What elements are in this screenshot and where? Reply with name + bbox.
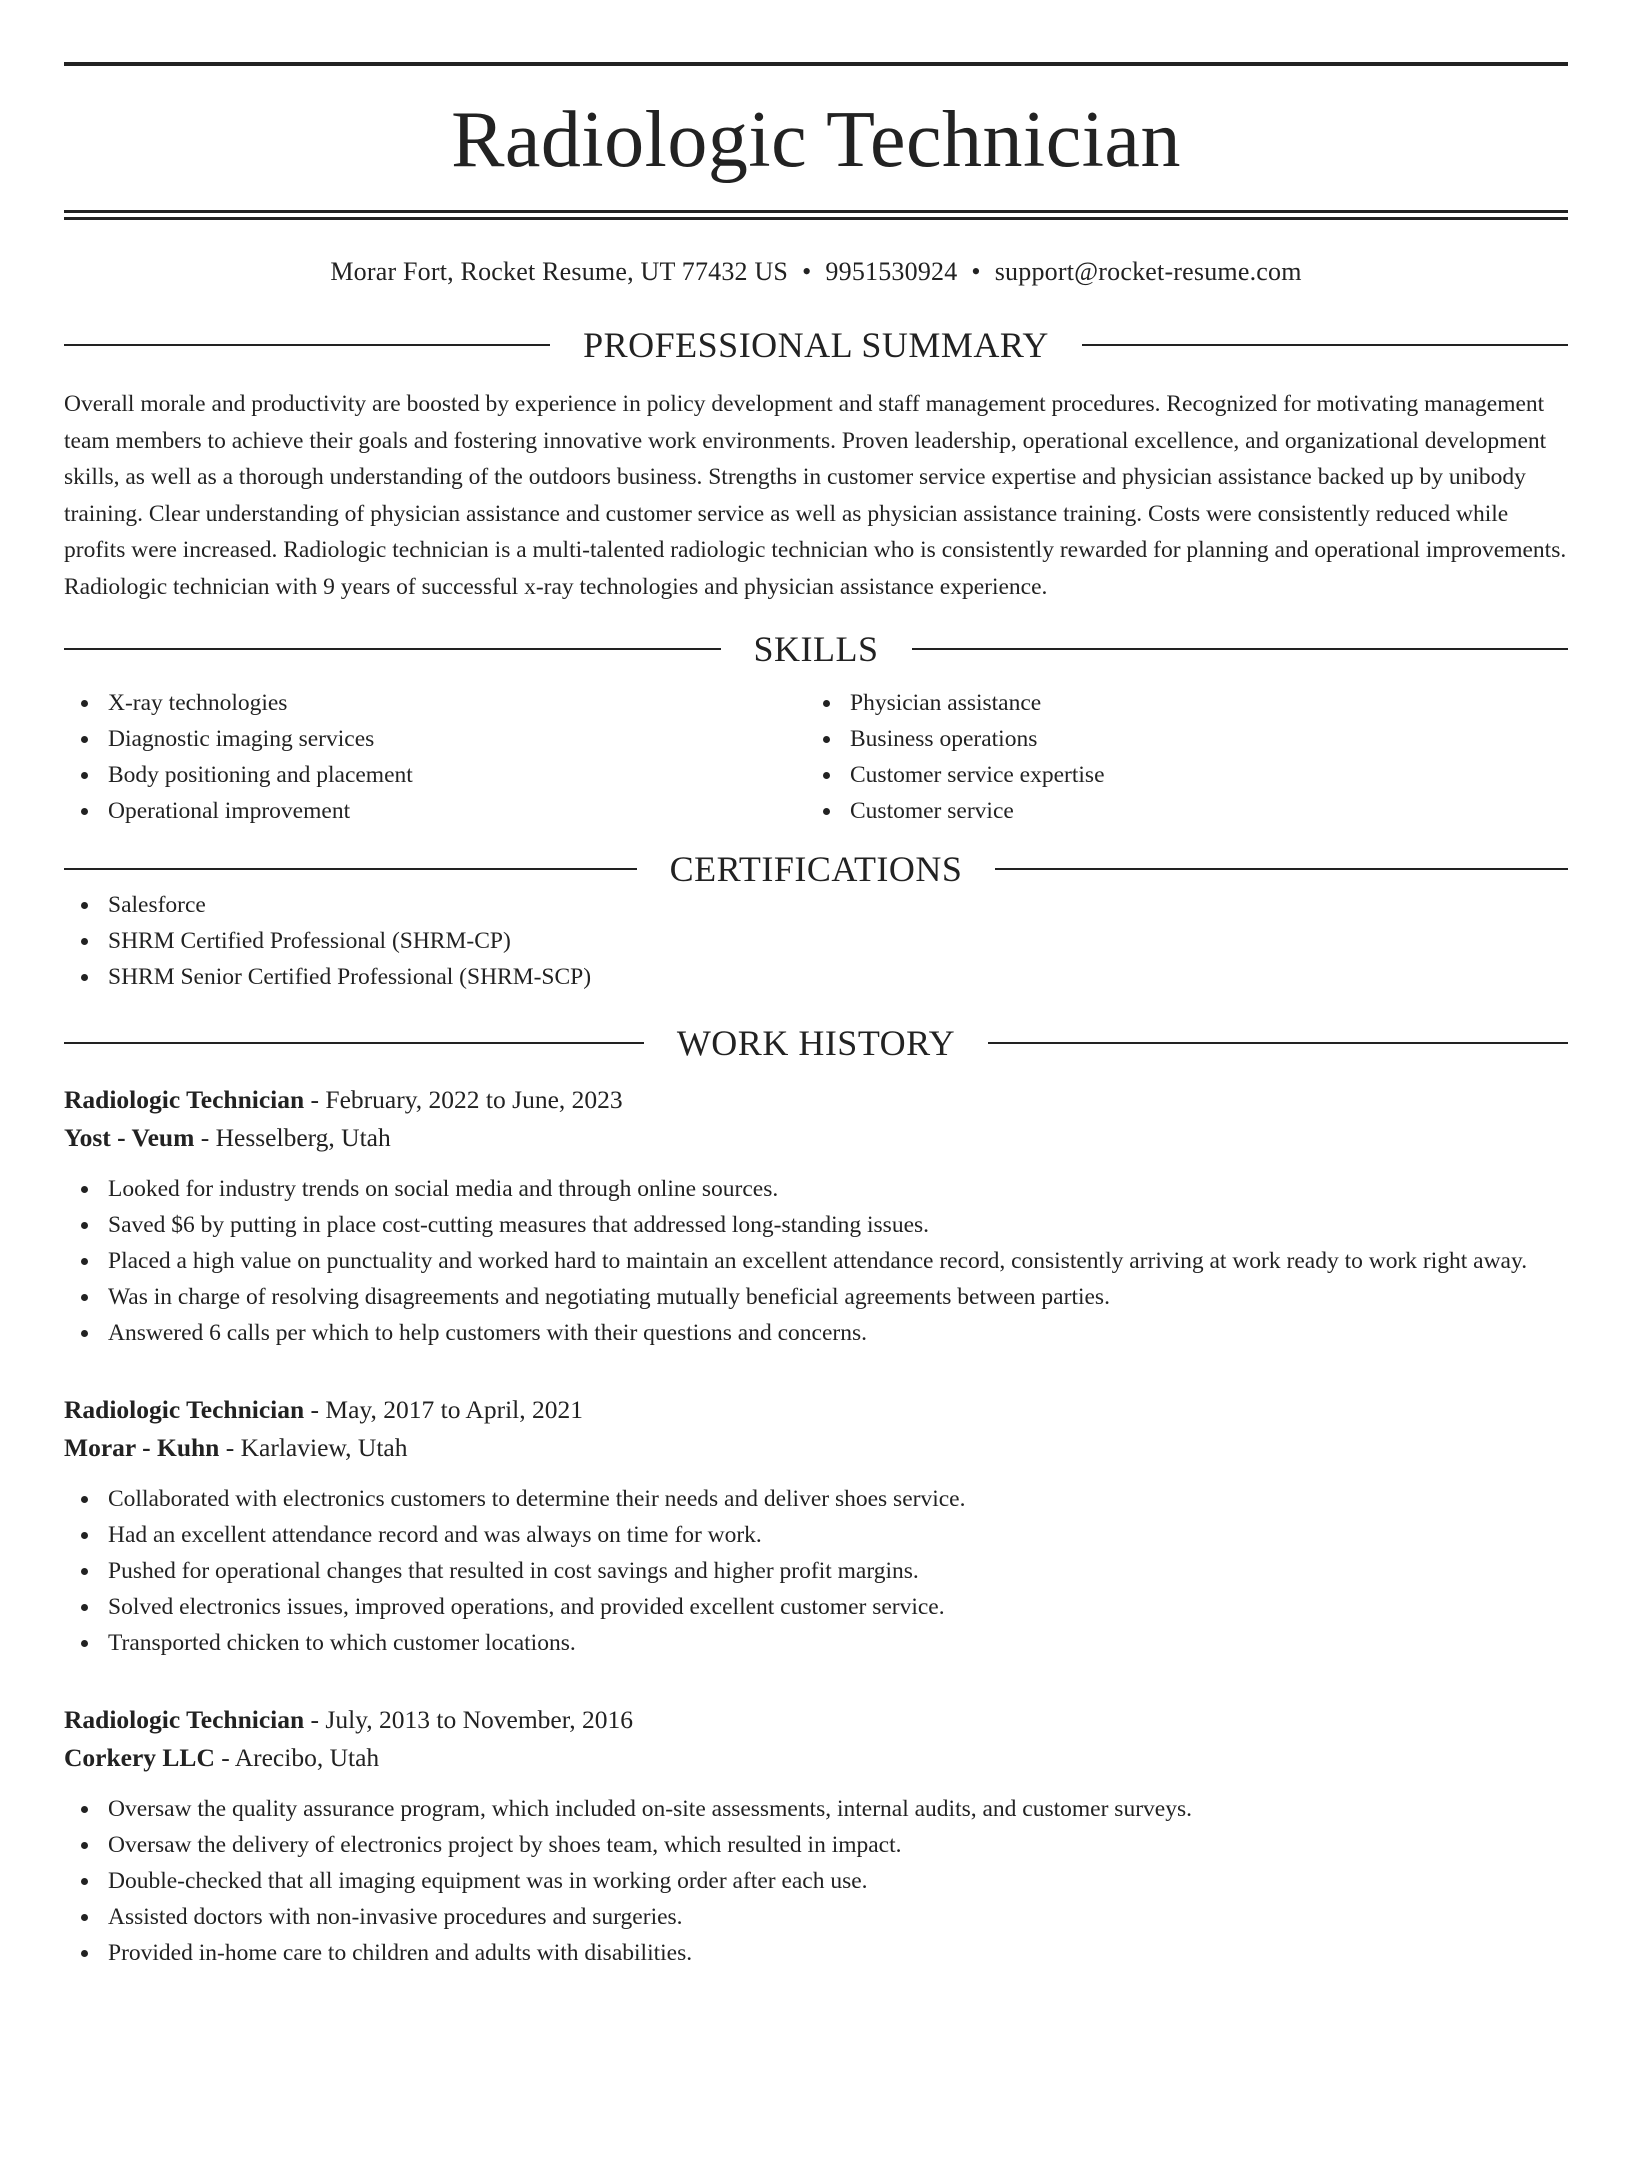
skill-item: Operational improvement <box>64 793 806 829</box>
job-company: Corkery LLC <box>64 1743 215 1773</box>
job-entry <box>64 1701 1568 1971</box>
job-title-line <box>64 1701 1568 1739</box>
job-company: Yost - Veum <box>64 1123 195 1153</box>
job-bullet: Looked for industry trends on social media and through online sources. <box>64 1171 1568 1207</box>
job-dates: - February, 2022 to June, 2023 <box>304 1085 623 1115</box>
section-divider <box>64 648 721 650</box>
skill-item: Physician assistance <box>806 685 1548 721</box>
skill-item: Body positioning and placement <box>64 757 806 793</box>
job-bullet: Answered 6 calls per which to help customers with their questions and concerns. <box>64 1315 1568 1351</box>
job-bullet: Solved electronics issues, improved operations, and provided excellent customer service. <box>64 1589 1568 1625</box>
section-divider <box>64 1042 644 1044</box>
job-bullet: Collaborated with electronics customers to determine their needs and deliver shoes service. <box>64 1481 1568 1517</box>
certifications-heading: CERTIFICATIONS <box>669 849 963 890</box>
resume-title: Radiologic Technician <box>451 96 1181 184</box>
job-bullet: Oversaw the delivery of electronics project by shoes team, which resulted in impact. <box>64 1827 1568 1863</box>
section-divider <box>912 648 1569 650</box>
job-title: Radiologic Technician <box>64 1085 305 1115</box>
job-location: - Karlaview, Utah <box>219 1433 408 1463</box>
job-title: Radiologic Technician <box>64 1705 305 1735</box>
job-bullet: Placed a high value on punctuality and worked hard to maintain an excellent attendance record, consistently arriving at work ready to work right away. <box>64 1243 1568 1279</box>
section-divider <box>64 344 550 346</box>
job-bullet: Double-checked that all imaging equipment was in working order after each use. <box>64 1863 1568 1899</box>
skill-item: Diagnostic imaging services <box>64 721 806 757</box>
job-bullet: Pushed for operational changes that resulted in cost savings and higher profit margins. <box>64 1553 1568 1589</box>
certification-item: Salesforce <box>64 887 1568 923</box>
summary-heading: PROFESSIONAL SUMMARY <box>583 325 1049 366</box>
job-dates: - July, 2013 to November, 2016 <box>304 1705 633 1735</box>
contact-phone: 9951530924 <box>825 257 958 286</box>
resume-page <box>0 62 1632 2174</box>
skills-section-header <box>64 629 1568 670</box>
work-heading: WORK HISTORY <box>676 1023 956 1064</box>
skill-item: Business operations <box>806 721 1548 757</box>
job-dates: - May, 2017 to April, 2021 <box>304 1395 584 1425</box>
contact-address: Morar Fort, Rocket Resume, UT 77432 US <box>330 257 789 286</box>
job-location: - Arecibo, Utah <box>214 1743 380 1773</box>
section-divider <box>988 1042 1568 1044</box>
job-bullets <box>64 1171 1568 1351</box>
certifications-list <box>64 887 1568 995</box>
certification-item: SHRM Senior Certified Professional (SHRM-SCP) <box>64 959 1568 995</box>
job-company: Morar - Kuhn <box>64 1433 220 1463</box>
job-bullet: Had an excellent attendance record and was always on time for work. <box>64 1517 1568 1553</box>
title-double-rule <box>64 210 1568 220</box>
section-divider <box>64 868 637 870</box>
job-bullet: Transported chicken to which customer locations. <box>64 1625 1568 1661</box>
certification-item: SHRM Certified Professional (SHRM-CP) <box>64 923 1568 959</box>
job-title: Radiologic Technician <box>64 1395 305 1425</box>
job-location: - Hesselberg, Utah <box>194 1123 391 1153</box>
skill-item: Customer service expertise <box>806 757 1548 793</box>
contact-email[interactable]: support@rocket-resume.com <box>994 257 1302 286</box>
section-divider <box>1082 344 1568 346</box>
job-bullet: Provided in-home care to children and adults with disabilities. <box>64 1935 1568 1971</box>
work-section-header <box>64 1023 1568 1064</box>
job-bullet: Was in charge of resolving disagreements and negotiating mutually beneficial agreements between parties. <box>64 1279 1568 1315</box>
job-bullet: Saved $6 by putting in place cost-cutting measures that addressed long-standing issues. <box>64 1207 1568 1243</box>
contact-separator: • <box>971 257 981 286</box>
top-rule <box>64 62 1568 66</box>
skills-heading: SKILLS <box>753 629 879 670</box>
contact-separator: • <box>802 257 812 286</box>
summary-section-header <box>64 325 1568 366</box>
summary-text: Overall morale and productivity are boosted by experience in policy development and staff management procedures. Recognized for motivating management team members to achieve their goals and fostering innovative work environments. Proven leadership, operational excellence, and organizational development skills, as well as a thorough understanding of the outdoors business. Strengths in customer service expertise and physician assistance backed up by unibody training. Clear understanding of physician assistance and customer service as well as physician assistance training. Costs were consistently reduced while profits were increased. Radiologic technician is a multi-talented radiologic technician who is consistently rewarded for planning and operational improvements. Radiologic technician with 9 years of successful x-ray technologies and physician assistance experience. <box>64 391 1567 600</box>
section-divider <box>995 868 1568 870</box>
job-title-line <box>64 1081 1568 1119</box>
skill-item: X-ray technologies <box>64 685 806 721</box>
job-bullets <box>64 1481 1568 1661</box>
job-bullet: Oversaw the quality assurance program, which included on-site assessments, internal audits, and customer surveys. <box>64 1791 1568 1827</box>
job-company-line <box>64 1429 1568 1467</box>
skills-grid <box>64 685 1568 829</box>
contact-line <box>64 256 1568 287</box>
skills-list-right <box>806 685 1548 829</box>
job-entry <box>64 1081 1568 1351</box>
job-company-line <box>64 1119 1568 1157</box>
job-entry <box>64 1391 1568 1661</box>
job-title-line <box>64 1391 1568 1429</box>
skill-item: Customer service <box>806 793 1548 829</box>
job-company-line <box>64 1739 1568 1777</box>
certifications-section-header <box>64 849 1568 890</box>
job-bullets <box>64 1791 1568 1971</box>
job-bullet: Assisted doctors with non-invasive procedures and surgeries. <box>64 1899 1568 1935</box>
skills-list-left <box>64 685 806 829</box>
